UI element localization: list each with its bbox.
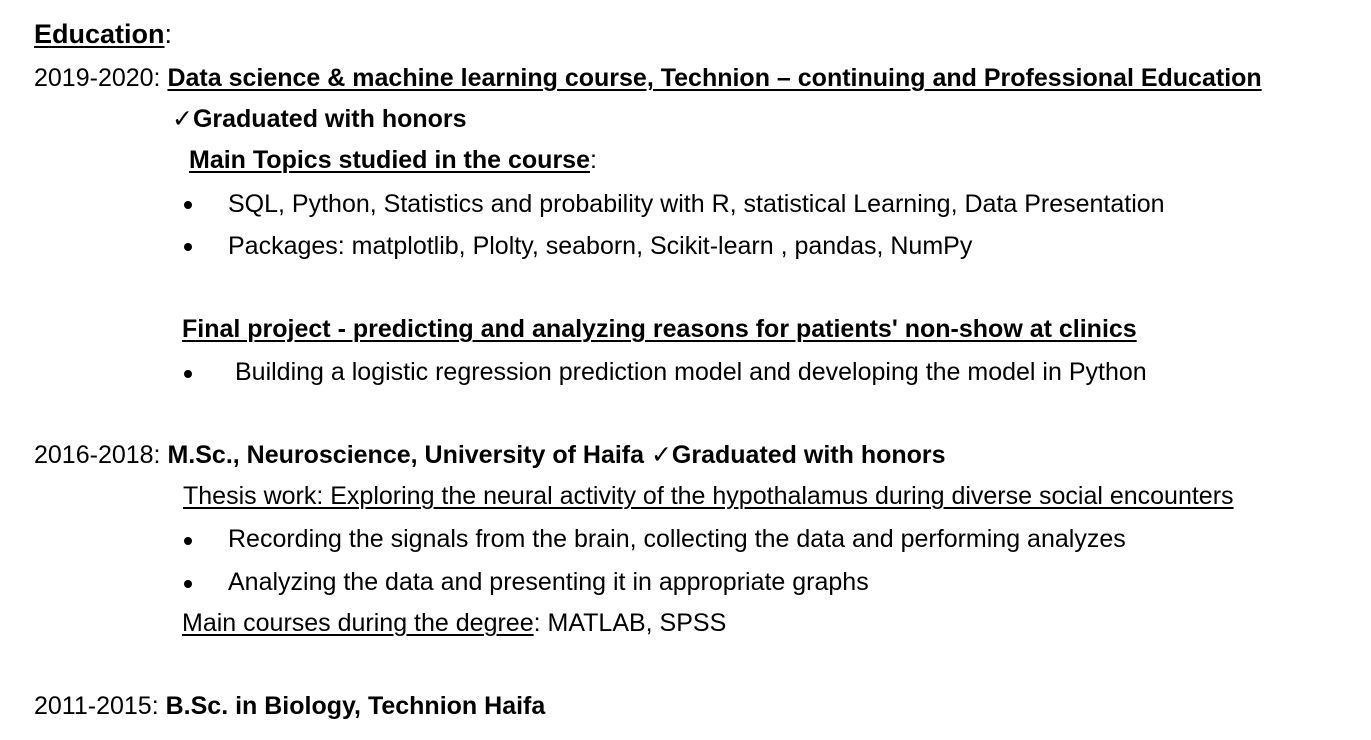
list-item: Analyzing the data and presenting it in appropriate graphs xyxy=(228,568,869,596)
section-heading-label: Education xyxy=(34,19,165,49)
entry-title: M.Sc., Neuroscience, University of Haifa xyxy=(167,441,645,469)
bullet-dot xyxy=(184,537,192,545)
bullet-dot xyxy=(184,370,192,378)
bullet-dot xyxy=(184,201,192,209)
entry-bsc xyxy=(34,691,545,721)
entry-msc xyxy=(34,440,946,470)
thesis-work: Thesis work: Exploring the neural activity of the hypothalamus during diverse social encounters xyxy=(183,482,1234,510)
section-heading-colon: : xyxy=(164,19,173,49)
entry-technion-course xyxy=(34,63,1262,93)
bullet-dot xyxy=(184,580,192,588)
bullet-dot xyxy=(184,243,192,251)
list-item: Packages: matplotlib, Plolty, seaborn, Scikit-learn , pandas, NumPy xyxy=(228,232,973,260)
entry-years: 2011-2015: xyxy=(34,692,159,720)
entry-years: 2019-2020: xyxy=(34,64,161,92)
topics-heading-colon: : xyxy=(589,146,597,174)
honors-note: ✓Graduated with honors xyxy=(172,105,467,133)
entry-title: B.Sc. in Biology, Technion Haifa xyxy=(165,692,546,720)
entry-title: Data science & machine learning course, Technion – continuing and Professional Education xyxy=(167,64,1262,92)
list-item: Recording the signals from the brain, collecting the data and performing analyzes xyxy=(228,525,1126,553)
topics-heading xyxy=(189,145,597,175)
section-heading xyxy=(34,19,172,49)
main-courses-label: Main courses during the degree xyxy=(182,609,534,637)
final-project-title: Final project - predicting and analyzing reasons for patients' non-show at clinics xyxy=(182,315,1137,343)
main-courses xyxy=(182,608,726,638)
main-courses-value: : MATLAB, SPSS xyxy=(533,609,727,637)
topics-heading-label: Main Topics studied in the course xyxy=(189,146,590,174)
list-item: SQL, Python, Statistics and probability with R, statistical Learning, Data Presentation xyxy=(228,190,1165,218)
honors-note: ✓Graduated with honors xyxy=(650,441,946,469)
entry-years: 2016-2018: xyxy=(34,441,161,469)
list-item: Building a logistic regression prediction model and developing the model in Python xyxy=(235,358,1147,386)
